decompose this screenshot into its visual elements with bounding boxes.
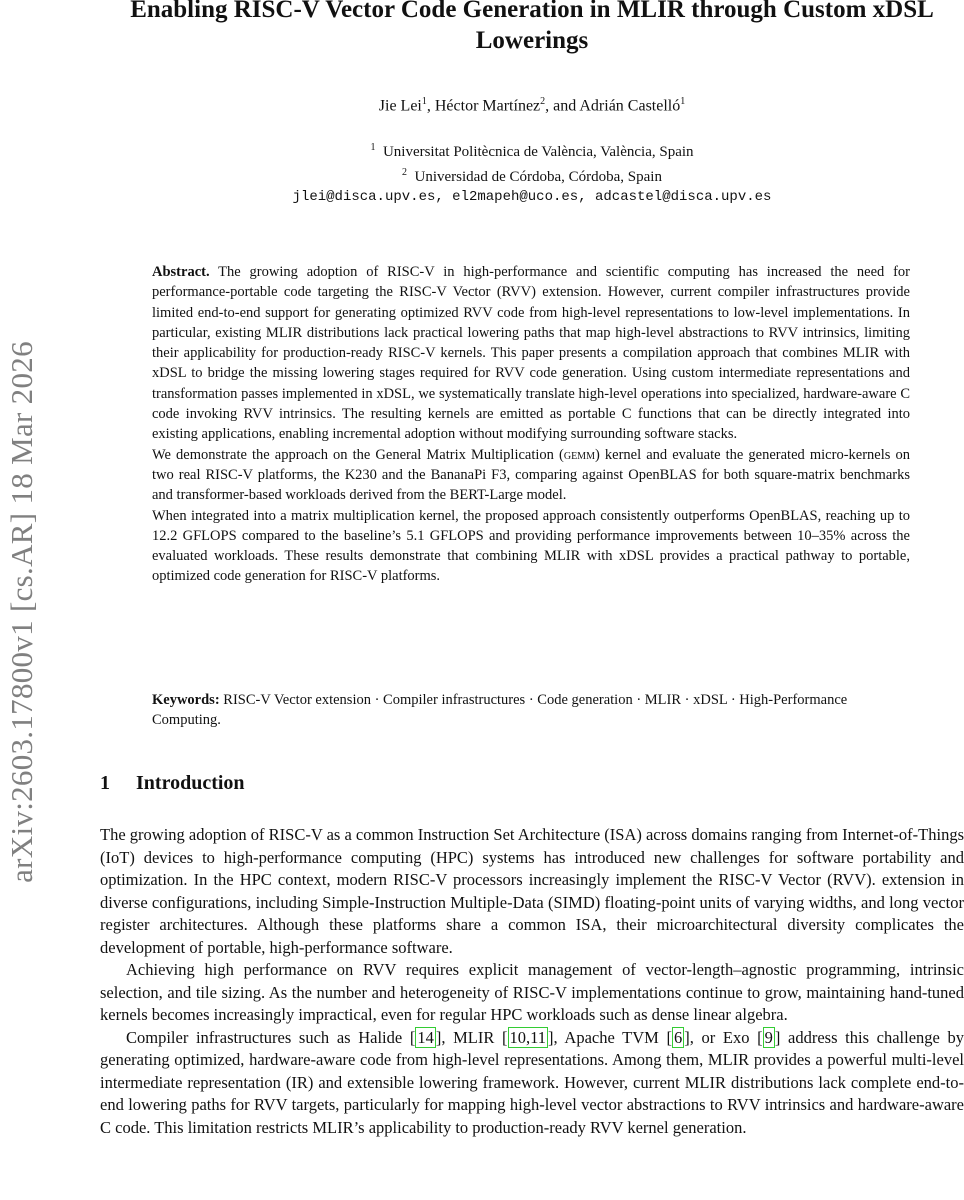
section-title: Introduction bbox=[136, 772, 245, 794]
abstract-text: We demonstrate the approach on the General Matrix Multiplication ( bbox=[152, 446, 564, 463]
introduction-body bbox=[100, 824, 964, 1139]
abstract-paragraph: When integrated into a matrix multiplication kernel, the proposed approach consistently outperforms OpenBLAS, reaching up to 12.2 GFLOPS compared to the baseline’s 5.1 GFLOPS and providing performance improvements between 10–35% across the evaluated workloads. These results demonstrate that combining MLIR with xDSL provides a practical pathway to portable, optimized code generation for RISC-V platforms. bbox=[152, 507, 910, 585]
author-name: Jie Lei bbox=[378, 97, 422, 115]
gemm-term: gemm bbox=[563, 446, 595, 463]
author-list bbox=[100, 96, 964, 115]
intro-text: , MLIR bbox=[441, 1027, 503, 1047]
author-emails: jlei@disca.upv.es, el2mapeh@uco.es, adcastel@disca.upv.es bbox=[292, 189, 772, 205]
affiliation-text: Universidad de Córdoba, Córdoba, Spain bbox=[414, 168, 662, 185]
citation-link[interactable]: 14 bbox=[417, 1027, 434, 1047]
author-separator: , and bbox=[545, 97, 580, 115]
intro-paragraph: Achieving high performance on RVV requires explicit management of vector-length–agnostic programming, intrinsic selection, and tile sizing. As the number and heterogeneity of RISC-V implementations continue to grow, maintaining hand-tuned kernels becomes increasingly impractical, even for regular HPC workloads such as dense linear algebra. bbox=[100, 960, 964, 1024]
abstract-paragraph bbox=[152, 445, 910, 506]
intro-text: , Apache TVM bbox=[553, 1027, 667, 1047]
affiliations bbox=[100, 138, 964, 208]
intro-paragraph: The growing adoption of RISC-V as a common Instruction Set Architecture (ISA) across domains ranging from Internet-of-Things (IoT) devices to high-performance computing (HPC) systems has introduced new challenges for software portability and optimization. In the HPC context, modern RISC-V processors increasingly implement the RISC-V Vector (RVV). extension in diverse configurations, including Simple-Instruction Multiple-Data (SIMD) floating-point units of varying widths, and long vector register architectures. Although these platforms share a common ISA, their microarchitectural diversity complicates the development of portable, high-performance software. bbox=[100, 825, 964, 957]
author-affil-mark: 1 bbox=[421, 96, 427, 107]
author-name: Héctor Martínez bbox=[434, 97, 541, 115]
author-affil-mark: 1 bbox=[680, 96, 686, 107]
intro-text: Compiler infrastructures such as Halide bbox=[126, 1027, 410, 1047]
section-number: 1 bbox=[100, 772, 110, 794]
affiliation-line bbox=[100, 138, 964, 163]
abstract bbox=[152, 262, 910, 587]
abstract-text: ) kernel and evaluate the generated micro-kernels on two real RISC-V platforms, the K230 and the BananaPi F3, comparing against OpenBLAS for both square-matrix benchmarks and transformer-based workloads derived from the BERT-Large model. bbox=[152, 446, 910, 504]
affiliation-mark: 1 bbox=[370, 142, 376, 153]
arxiv-identifier: arXiv:2603.17800v1 [cs.AR] 18 Mar 2026 bbox=[4, 341, 39, 883]
keywords bbox=[152, 690, 910, 731]
keywords-text: RISC-V Vector extension · Compiler infrastructures · Code generation · MLIR · xDSL · High-Performance Computing. bbox=[152, 692, 848, 729]
author-separator: , bbox=[426, 97, 435, 115]
arxiv-sidebar bbox=[0, 262, 44, 962]
paper-title: Enabling RISC-V Vector Code Generation in MLIR through Custom xDSL Lowerings bbox=[130, 0, 934, 54]
author-affil-mark: 2 bbox=[540, 96, 546, 107]
affiliation-mark: 2 bbox=[402, 166, 408, 178]
abstract-text: The growing adoption of RISC-V in high-performance and scientific computing has increased the need for performance-portable code targeting the RISC-V Vector (RVV) extension. However, current compiler infrastructures provide limited end-to-end support for generating optimized RVV code from high-level representations to low-level implementations. In particular, existing MLIR distributions lack practical lowering paths that map high-level abstractions to RVV intrinsics, limiting their applicability for production-ready RISC-V kernels. This paper presents a compilation approach that combines MLIR with xDSL to bridge the missing lowering stages required for RVV code generation. Using custom intermediate representations and transformation passes implemented in xDSL, we systematically translate high-level operations into specialized, hardware-aware C code invoking RVV intrinsics. The resulting kernels are emitted as portable C functions that can be directly integrated into existing applications, enabling incremental adoption without modifying surrounding software stacks. bbox=[152, 264, 910, 443]
intro-paragraph: Compiler infrastructures such as Halide [ 14 ], MLIR [ 10,11 ], Apache TVM [ 6 ], or Exo [ 9 ] address this challenge by generating optimized, hardware-aware code from high-level representations. Among them, MLIR provides a powerful multi-level intermediate representation (IR) and extensible lowering framework. However, current MLIR distributions lack complete end-to-end lowering paths for RVV targets, particularly for mapping high-level vector abstractions to RVV intrinsics and hardware-aware C code. This limitation restricts MLIR’s applicability to production-ready RVV kernel generation. bbox=[100, 1027, 964, 1137]
citation-link[interactable]: 9 bbox=[764, 1027, 773, 1047]
citation-link[interactable]: 10,11 bbox=[509, 1027, 547, 1047]
intro-text: address this challenge by generating optimized, hardware-aware code from high-level representations. Among them, MLIR provides a powerful multi-level intermediate representation (IR) and extensible lowering framework. However, current MLIR distributions lack complete end-to-end lowering paths for RVV targets, particularly for mapping high-level vector abstractions to RVV intrinsics and hardware-aware C code. This limitation restricts MLIR’s applicability to production-ready RVV kernel generation. bbox=[100, 1027, 964, 1137]
affiliation-line bbox=[100, 163, 964, 188]
citation-link[interactable]: 6 bbox=[673, 1027, 683, 1047]
author-name: Adrián Castelló bbox=[579, 97, 681, 115]
affiliation-text: Universitat Politècnica de València, València, Spain bbox=[382, 144, 694, 160]
abstract-paragraph bbox=[152, 262, 910, 445]
abstract-label: Abstract. bbox=[152, 264, 210, 280]
intro-text: , or Exo bbox=[689, 1027, 758, 1047]
keywords-label: Keywords: bbox=[152, 692, 220, 708]
section-heading bbox=[100, 772, 245, 795]
